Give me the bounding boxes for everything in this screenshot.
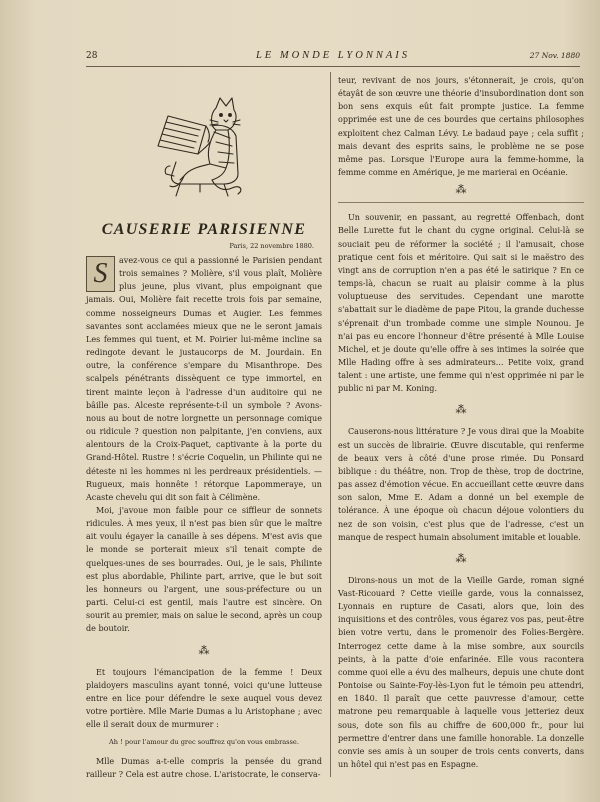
article-paragraph (86, 254, 322, 504)
article-paragraph: Dirons-nous un mot de la Vieille Garde, roman signé Vast-Ricouard ? Cette vieille garde, vous la connaissez, Lyonnais en rupture de Casati, alors que, loin des inquisitions et des contrôles, vous égarez vos pas, peut-être bien votre vertu, dans le promenoir des Folies-Bergère. Interrogez cette dame à la mise sombre, aux sourcils peints, à la patte d'oie enfarinée. Elle vous racontera comme quoi elle a évu des malheurs, depuis une chute dont Pontoise ou Sainte-Foy-lès-Lyon fut le témoin peu attendri, en 1840. Il paraît que cette pauvresse d'amour, cette matrone peu remarquable à laquelle vous jetteriez deux sous, dote son fils au chiffre de 600,000 fr., pour lui permettre d'entrer dans une famille honorable. La donzelle convie ses amis à un souper de trois cents converts, dans un hôtel qui n'est pas en Espagne. (338, 575, 584, 770)
article-paragraph: Et toujours l'émancipation de la femme ! Deux plaidoyers masculins ayant tonné, voici qu'une lutteuse entre en lice pour défendre le sexe auquel vous devez votre portière. Mlle Marie Dumas a lu Aristophane ; avec elle il serait doux de murmurer : (86, 667, 322, 730)
drop-cap: S (86, 256, 115, 292)
article-paragraph: Moi, j'avoue mon faible pour ce siffleur de sonnets ridicules. À mes yeux, il n'est pas bien sûr que le maître ait voulu égayer la canaille à ses dépens. M'est avis que le monde se porterait mieux s'il tenait compte de quelques-unes de ses bourrades. Oui, je le sais, Philinte est plus abordable, Philinte part, arrive, que le but soit les honneurs ou l'argent, une sous-préfecture ou un parti. Celui-ci est gentil, mais l'autre est sincère. On sourit au premier, mais on salue le second, après un coup de boutoir. (86, 505, 322, 634)
article-paragraph: teur, revivant de nos jours, s'étonnerait, je crois, qu'on étayât de son œuvre une théorie d'insubordination dont son bon sens exquis eût fait prompte justice. La femme opprimée est une de ces bourdes que certains philosophes exploitent chez Calman Lévy. Le badaud paye ; cela suffit ; mais devant des esprits sains, le problème ne se pose même pas. Lorsque l'Europe aura la femme-homme, la femme comme en Amérique, je me marierai en Océanie. (338, 76, 584, 178)
article-paragraph: Causerons-nous littérature ? Je vous dirai que la Moabite est un succès de librairie. Œuvre discutable, qui renferme de beaux vers à côté d'une prose rimée. Du Ponsard biblique : du théâtre, non. Trop de thèse, trop de doctrine, pas assez d'émotion vécue. En accueillant cette œuvre dans son salon, Mme E. Adam a donné un bel exemple de tolérance. À une époque où chacun déjoue volontiers du nez de son voisin, c'est plus que de l'adresse, c'est un manque de respect humain absolument imitable et louable. (338, 427, 584, 542)
section-ornament: ⁂ (455, 403, 467, 417)
article-title: CAUSERIE PARISIENNE (101, 221, 307, 238)
left-column (86, 220, 322, 782)
section-ornament: ⁂ (455, 183, 467, 197)
masthead-title: LE MONDE LYONNAIS (255, 50, 411, 61)
paragraph-text: avez-vous ce qui a passionné le Parisien pendant trois semaines ? Molière, s'il vous plaît, Molière plus jeune, plus vivant, plus empoignant que jamais. Oui, Molière fait recette trois fois par semaine, comme nosseigneurs Dumas et Augier. Les femmes savantes sont acclamées mieux que ne le seront jamais Les femmes qui tuent, et M. Poirier lui-même incline sa redingote devant le justaucorps de M. Jourdain. En outre, la conférence s'empare du Misanthrope. Des scalpels pénétrants dissèquent ce type immortel, en tirent mainte leçon à l'adresse d'un auditoire qui ne bâille pas. Alceste représente-t-il un symbole ? Avons-nous au bout de notre lorgnette un personnage comique ou ridicule ? question non palpitante, j'en conviens, aux alentours de la Croix-Paquet, captivante à la porte du Grand-Hôtel. Rustre ! s'écrie Coquelin, un Philinte qui ne déteste ni les hommes ni les perdreaux présidentiels. — Rugueux, mais honnête ! rétorque Lapommeraye, un Acaste chevelu qui dit son fait à Célimène. (86, 256, 322, 502)
section-ornament: ⁂ (198, 643, 210, 657)
article-paragraph: Mlle Dumas a-t-elle compris la pensée du grand railleur ? Cela est autre chose. L'aristocrate, le conserva- (86, 757, 322, 780)
right-column (338, 74, 584, 771)
column-divider (330, 72, 331, 777)
article-dateline: Paris, 22 novembre 1880. (229, 242, 314, 250)
section-ornament: ⁂ (455, 551, 467, 565)
cat-reading-newspaper-icon (140, 96, 270, 200)
page-number: 28 (86, 51, 98, 61)
section-rule (338, 202, 584, 203)
article-paragraph: Un souvenir, en passant, au regretté Offenbach, dont Belle Lurette fut le chant du cygne original. Celui-là se souciait peu de réformer la société ; il l'amusait, chose pratique cent fois et méritoire. Qui sait si le maëstro des vingt ans de corruption n'en a pas été le satirique ? En ce temps-là, chacun se ruait au plaisir comme à la plus voluptueuse des servitudes. Cependant une marotte s'abattait sur le diadème de pape Pitou, la grande duchesse s'éprenait d'un trombade comme une simple Nounou. Je n'ai pas eu encore l'honneur d'être présenté à Mlle Louise Michel, et je doute qu'elle offre à ses intimes la soirée que Mlle Hading offre à ses admirateurs... Petite voix, grand talent : une artiste, une femme qui n'est opprimée ni par le public ni par M. Koning. (338, 213, 584, 394)
page-header (86, 50, 580, 67)
quoted-verse: Ah ! pour l'amour du grec souffrez qu'on vous embrasse. (109, 738, 299, 747)
issue-date: 27 Nov. 1880 (529, 51, 580, 60)
